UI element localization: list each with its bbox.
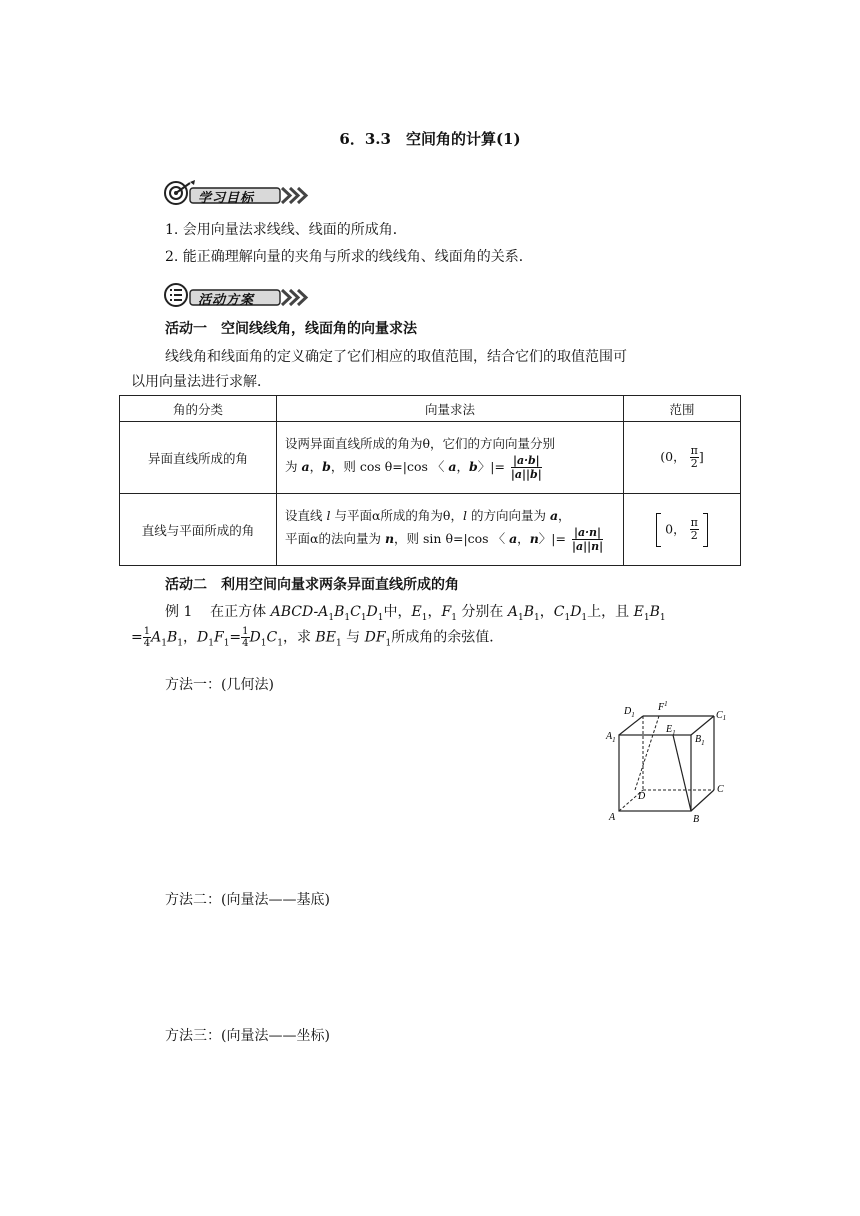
vector-a: a <box>509 531 518 546</box>
activity1-intro-2: 以用向量法进行求解． <box>131 374 271 390</box>
sub: 1 <box>177 638 183 649</box>
method-1: 方法一：(几何法) <box>165 677 274 693</box>
comma: ， <box>517 531 530 546</box>
label-b1 <box>695 734 705 747</box>
row2-text-b: 与平面α所成的角为θ， <box>334 508 463 523</box>
example-text: 上，且 <box>587 604 630 620</box>
row2-text-c: 的方向向量为 <box>470 508 546 523</box>
label-sub: 1 <box>612 736 616 744</box>
table-row <box>120 494 741 566</box>
pi: π <box>690 444 698 457</box>
label-sub: 1 <box>701 739 705 747</box>
row2-method <box>277 494 624 566</box>
label-b: B <box>693 814 700 825</box>
one: 1 <box>143 626 151 637</box>
sub: 1 <box>223 638 230 649</box>
sub: 1 <box>277 638 283 649</box>
table-header-category: 角的分类 <box>120 396 277 422</box>
label-sub: 1 <box>631 711 635 719</box>
one-quarter <box>143 626 151 649</box>
example-text: 中， <box>383 604 412 620</box>
var: E <box>411 604 422 620</box>
left-bracket <box>656 513 661 547</box>
range-open: 0， <box>665 521 686 536</box>
row1-text-a: 为 <box>285 459 298 474</box>
sub: 1 <box>335 638 342 649</box>
two: 2 <box>690 457 698 470</box>
example-text: 分别在 <box>461 604 504 620</box>
line-l: l <box>462 508 467 523</box>
label-c1 <box>716 710 726 722</box>
sub: 1 <box>344 612 351 623</box>
label-sub: 1 <box>722 714 727 722</box>
row2-text-d: 平面α的法向量为 <box>285 531 381 546</box>
sub: 1 <box>385 638 392 649</box>
label-letter: B <box>695 734 702 745</box>
var: F <box>441 604 452 620</box>
row2-text-e: ，则 sin θ=|cos 〈 <box>394 531 506 546</box>
row1-line1: 设两异面直线所成的角为θ，它们的方向向量分别 <box>285 436 556 451</box>
row2-line1 <box>285 506 615 524</box>
label-f1 <box>657 700 668 713</box>
vector-a: a <box>301 459 310 474</box>
row2-formula-fraction <box>572 526 603 553</box>
sub: 1 <box>328 612 335 623</box>
example-label: 例 1 <box>165 604 193 620</box>
var: D <box>364 629 376 646</box>
two: 2 <box>690 529 698 542</box>
var: B <box>166 629 178 646</box>
fraction-denominator: |a||b| <box>510 468 542 481</box>
goal-1: 1. 会用向量法求线线、线面的所成角． <box>165 222 407 238</box>
sub: 1 <box>377 612 384 623</box>
label-letter: F <box>658 702 665 713</box>
vector-b: b <box>469 459 478 474</box>
label-letter: C <box>716 710 723 721</box>
row1-text-c: 〉|= <box>477 459 505 474</box>
four: 4 <box>143 638 151 649</box>
var: E <box>633 604 644 620</box>
vector-n: n <box>384 531 395 546</box>
one: 1 <box>242 626 249 637</box>
label-sub: 1 <box>664 700 668 708</box>
label-letter: D <box>624 706 632 717</box>
example-text: 在正方体 <box>210 604 267 620</box>
var: F <box>375 629 386 646</box>
goals-badge-label: 学习目标 <box>198 191 255 206</box>
right-bracket <box>703 513 708 547</box>
goals-badge <box>163 179 313 205</box>
sub: 1 <box>643 612 650 623</box>
vector-a: a <box>448 459 457 474</box>
sub: 1 <box>421 612 428 623</box>
row1-method <box>277 422 624 494</box>
table-header-range: 范围 <box>624 396 741 422</box>
sub: 1 <box>659 612 666 623</box>
equals: = <box>229 629 242 646</box>
vector-a: a <box>549 508 559 523</box>
var: C <box>350 604 361 620</box>
label-a: A <box>609 812 616 823</box>
var: C <box>266 629 278 646</box>
var: E <box>325 629 336 646</box>
example-text: 与 <box>346 629 361 646</box>
label-letter: A <box>606 731 613 742</box>
sub: 1 <box>451 612 457 623</box>
sub: 1 <box>581 612 588 623</box>
sub: 1 <box>534 612 540 623</box>
cube-name: ABCD-A <box>270 604 329 620</box>
equals: = <box>131 629 143 646</box>
var: C <box>553 604 565 620</box>
row1-range <box>624 422 741 494</box>
pi-over-2 <box>690 517 699 542</box>
label-d: D <box>638 791 646 802</box>
goal-2: 2. 能正确理解向量的夹角与所求的线线角、线面角的关系． <box>165 249 533 265</box>
row2-line2 <box>285 526 615 553</box>
sub: 1 <box>260 638 267 649</box>
cube-figure <box>604 698 744 828</box>
example-text: ，求 <box>282 629 311 646</box>
line-l: l <box>326 508 331 523</box>
method-2: 方法二：(向量法——基底) <box>165 892 330 908</box>
row2-type: 直线与平面所成的角 <box>120 494 277 566</box>
range-close: ] <box>698 449 704 464</box>
sub: 1 <box>517 612 524 623</box>
var: D <box>249 629 261 646</box>
angle-method-table <box>119 395 741 566</box>
four: 4 <box>242 638 249 649</box>
row1-type: 异面直线所成的角 <box>120 422 277 494</box>
method-3: 方法三：(向量法——坐标) <box>165 1028 330 1044</box>
comma: ， <box>456 459 469 474</box>
fraction-denominator: |a||n| <box>571 540 604 553</box>
activity2-heading: 活动二 利用空间向量求两条异面直线所成的角 <box>165 577 459 593</box>
pi-over-2 <box>690 445 699 470</box>
sub: 1 <box>208 638 214 649</box>
vector-n: n <box>529 531 539 546</box>
var: B <box>523 604 534 620</box>
var: B <box>334 604 345 620</box>
example-line-1: 例 1 在正方体 ABCD-$A_1B_1C_1D_1$中，$E_1$，$F_1$ 分别在 $A_1B_1$，$C_1D_1$上，且 $E_1B_1$ <box>165 604 666 623</box>
table-header-method: 向量求法 <box>277 396 624 422</box>
fraction-numerator: |a·n| <box>572 526 603 540</box>
vector-b: b <box>322 459 331 474</box>
var: B <box>315 629 326 646</box>
label-d1 <box>623 706 635 719</box>
var: F <box>213 629 224 646</box>
var: A <box>151 629 162 646</box>
label-sub: 1 <box>672 729 676 737</box>
pi: π <box>690 516 698 529</box>
row2-text-a: 设直线 <box>285 508 323 523</box>
row2-range <box>624 494 741 566</box>
label-c: C <box>717 784 724 795</box>
comma: ， <box>558 508 571 523</box>
label-letter: E <box>666 724 673 735</box>
plan-badge-label: 活动方案 <box>198 293 255 308</box>
example-text: 所成角的余弦值． <box>391 629 504 646</box>
row1-formula-fraction <box>511 454 542 481</box>
table-header-row <box>120 396 741 422</box>
example-line-2: = $\frac{1}{4}$ $A_1B_1$，$D_1F_1=$ $\frac{1}{4}$ $D_1C_1$，求 $BE_1$ 与 $DF_1$所成角的余弦值． <box>131 626 504 649</box>
var: D <box>366 604 378 620</box>
row1-line2 <box>285 454 615 481</box>
table-row <box>120 422 741 494</box>
row1-text-b: ，则 cos θ=|cos 〈 <box>330 459 445 474</box>
sub: 1 <box>360 612 367 623</box>
page-title: 6．3.3 空间角的计算(1) <box>339 130 521 148</box>
sub: 1 <box>161 638 167 649</box>
var: A <box>507 604 518 620</box>
label-a1 <box>605 731 616 744</box>
sub: 1 <box>564 612 571 623</box>
one-quarter <box>241 626 249 649</box>
plan-badge <box>163 281 313 307</box>
var: D <box>197 629 209 646</box>
fraction-numerator: |a·b| <box>511 454 542 468</box>
activity1-intro-1: 线线角和线面角的定义确定了它们相应的取值范围，结合它们的取值范围可 <box>165 349 627 365</box>
var: B <box>649 604 660 620</box>
activity1-heading: 活动一 空间线线角，线面角的向量求法 <box>165 321 417 337</box>
row2-text-f: 〉|= <box>538 531 566 546</box>
comma: ， <box>309 459 323 474</box>
range-open: (0， <box>660 449 686 464</box>
var: D <box>570 604 582 620</box>
